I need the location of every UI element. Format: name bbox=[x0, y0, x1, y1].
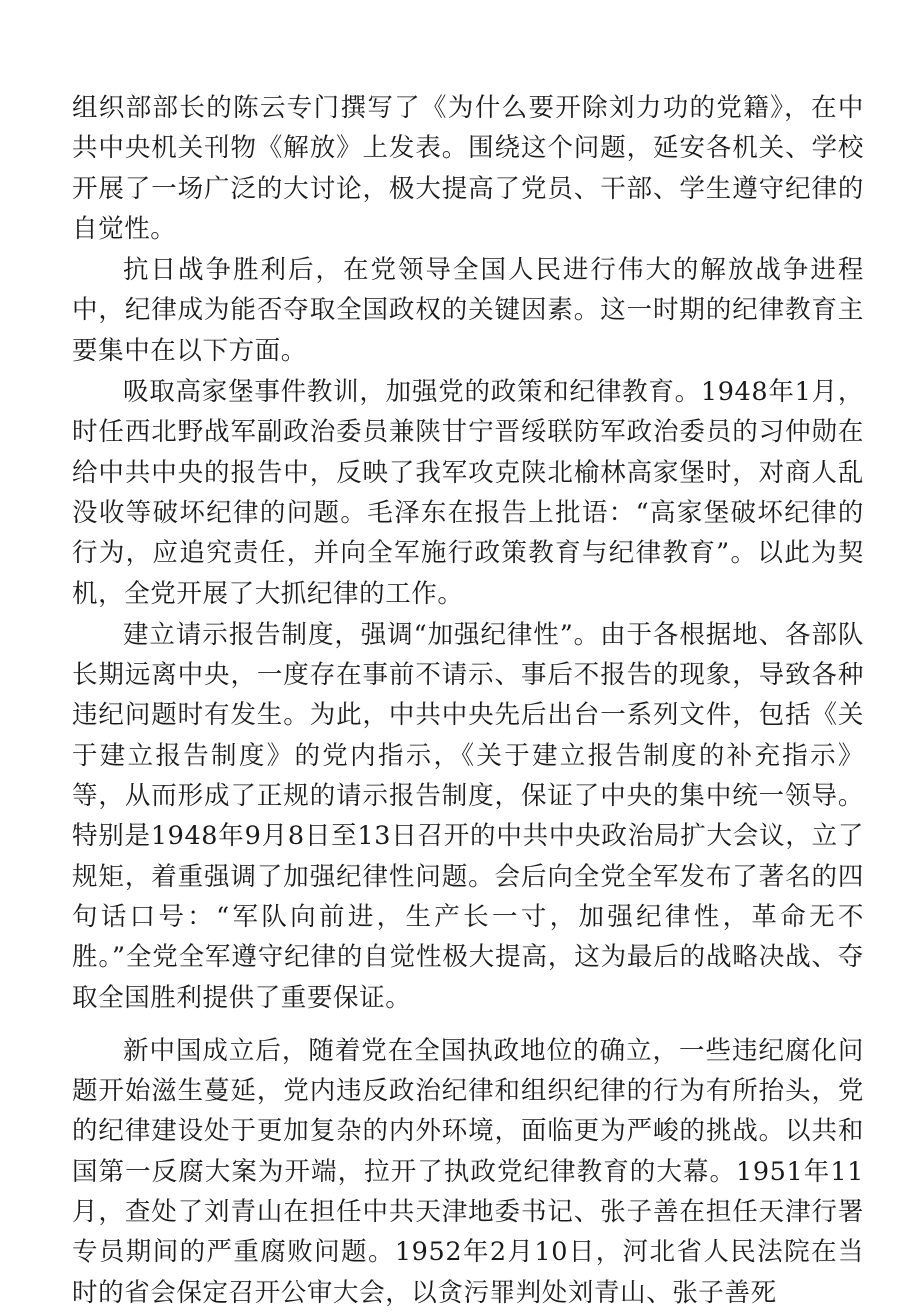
paragraph-chen-yun-article: 组织部部长的陈云专门撰写了《为什么要开除刘力功的党籍》，在中共中央机关刊物《解放》上发表。围绕这个问题，延安各机关、学校开展了一场广泛的大讨论，极大提高了党员、干部、学生遵守纪律的自觉性。 bbox=[72, 93, 864, 244]
paragraph-liberation-war: 抗日战争胜利后，在党领导全国人民进行伟大的解放战争进程中，纪律成为能否夺取全国政权的关键因素。这一时期的纪律教育主要集中在以下方面。 bbox=[72, 255, 864, 366]
paragraph-gaojiabao-incident: 吸取高家堡事件教训，加强党的政策和纪律教育。1948年1月，时任西北野战军副政治委员兼陕甘宁晋绥联防军政治委员的习仲勋在给中共中央的报告中，反映了我军攻克陕北榆林高家堡时，对商人乱没收等破坏纪律的问题。毛泽东在报告上批语：“高家堡破坏纪律的行为，应追究责任，并向全军施行政策教育与纪律教育”。以此为契机，全党开展了大抓纪律的工作。 bbox=[72, 377, 864, 609]
paragraph-new-china: 新中国成立后，随着党在全国执政地位的确立，一些违纪腐化问题开始滋生蔓延，党内违反政治纪律和组织纪律的行为有所抬头，党的纪律建设处于更加复杂的内外环境，面临更为严峻的挑战。以共和国第一反腐大案为开端，拉开了执政党纪律教育的大幕。1951年11月，查处了刘青山在担任中共天津地委书记、张子善在担任天津行署专员期间的严重腐败问题。1952年2月10日，河北省人民法院在当时的省会保定召开公审大会，以贪污罪判处刘青山、张子善死 bbox=[72, 1035, 864, 1308]
document-body bbox=[72, 88, 864, 1313]
paragraph-reporting-system: 建立请示报告制度，强调“加强纪律性”。由于各根据地、各部队长期远离中央，一度存在事前不请示、事后不报告的现象，导致各种违纪问题时有发生。为此，中共中央先后出台一系列文件，包括《关于建立报告制度》的党内指示，《关于建立报告制度的补充指示》等，从而形成了正规的请示报告制度，保证了中央的集中统一领导。特别是1948年9月8日至13日召开的中共中央政治局扩大会议，立了规矩，着重强调了加强纪律性问题。会后向全党全军发布了著名的四句话口号：“军队向前进，生产长一寸，加强纪律性，革命无不胜。”全党全军遵守纪律的自觉性极大提高，这为最后的战略决战、夺取全国胜利提供了重要保证。 bbox=[72, 619, 864, 1013]
